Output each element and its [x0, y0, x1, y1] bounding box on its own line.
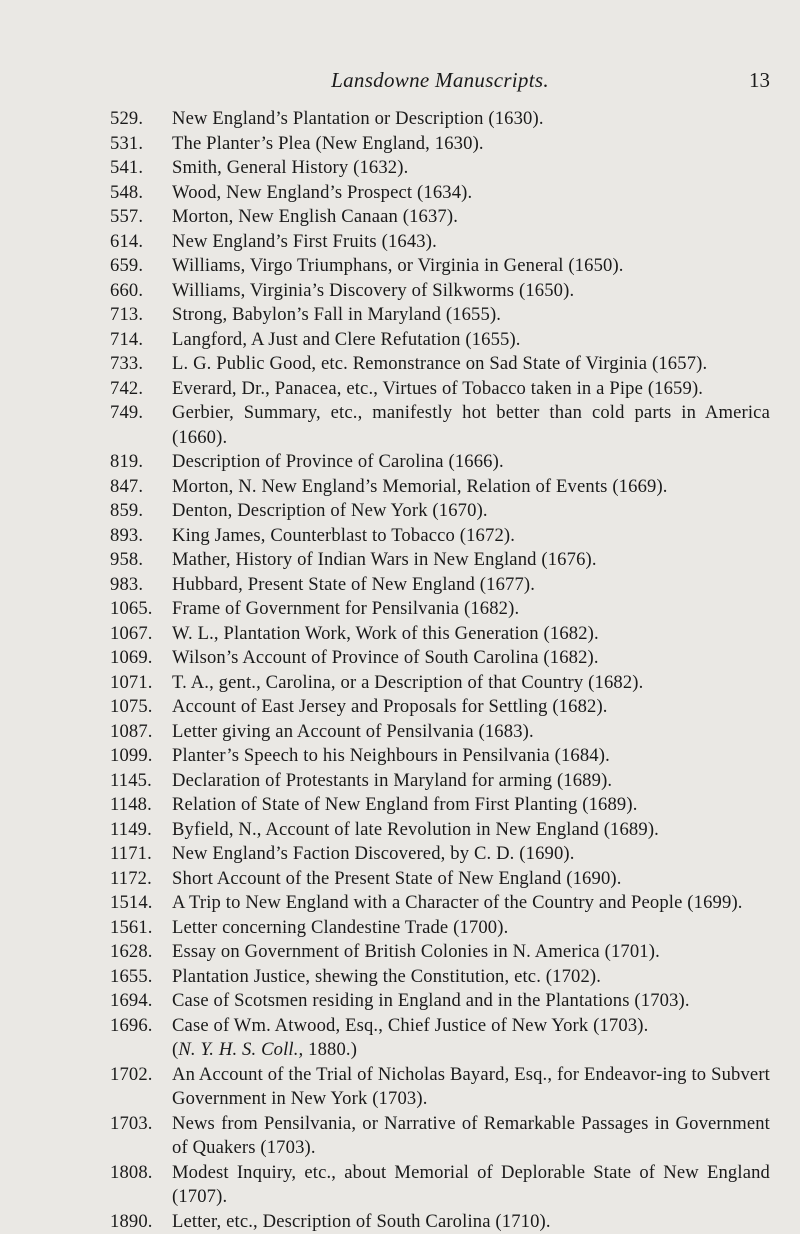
entry-title: Everard, Dr., Panacea, etc., Virtues of Tobacco taken in a Pipe (1659). — [172, 377, 770, 402]
list-item — [110, 867, 770, 892]
entry-number: 1075. — [110, 695, 153, 720]
list-item — [110, 573, 770, 598]
list-item — [110, 671, 770, 696]
entry-number: 847. — [110, 475, 143, 500]
list-item — [110, 352, 770, 377]
entry-number: 1703. — [110, 1112, 153, 1137]
entry-title: Wilson’s Account of Province of South Carolina (1682). — [172, 646, 770, 671]
entry-number: 1702. — [110, 1063, 153, 1088]
list-item — [110, 1063, 770, 1112]
list-item — [110, 793, 770, 818]
list-item — [110, 989, 770, 1014]
entry-title: Account of East Jersey and Proposals for Settling (1682). — [172, 695, 770, 720]
entry-number: 1696. — [110, 1014, 153, 1039]
entry-title: Hubbard, Present State of New England (1677). — [172, 573, 770, 598]
entry-number: 557. — [110, 205, 143, 230]
entry-title: Byfield, N., Account of late Revolution in New England (1689). — [172, 818, 770, 843]
entry-number: 742. — [110, 377, 143, 402]
manuscript-list — [110, 107, 770, 1234]
entry-number: 1067. — [110, 622, 153, 647]
entry-number: 749. — [110, 401, 143, 426]
running-header — [110, 68, 770, 98]
list-item — [110, 328, 770, 353]
entry-title: Williams, Virgo Triumphans, or Virginia in General (1650). — [172, 254, 770, 279]
list-item — [110, 377, 770, 402]
list-item — [110, 622, 770, 647]
list-item — [110, 132, 770, 157]
entry-title: Case of Scotsmen residing in England and in the Plantations (1703). — [172, 989, 770, 1014]
entry-title: Description of Province of Carolina (1666). — [172, 450, 770, 475]
list-item — [110, 548, 770, 573]
list-item — [110, 279, 770, 304]
list-item — [110, 107, 770, 132]
entry-title: Morton, New English Canaan (1637). — [172, 205, 770, 230]
entry-number: 531. — [110, 132, 143, 157]
page-number: 13 — [749, 68, 770, 93]
list-item — [110, 205, 770, 230]
entry-title: Planter’s Speech to his Neighbours in Pensilvania (1684). — [172, 744, 770, 769]
list-item — [110, 744, 770, 769]
entry-title: Plantation Justice, shewing the Constitution, etc. (1702). — [172, 965, 770, 990]
entry-number: 1149. — [110, 818, 152, 843]
entry-title: New England’s First Fruits (1643). — [172, 230, 770, 255]
entry-number: 1071. — [110, 671, 153, 696]
list-item — [110, 720, 770, 745]
entry-number: 660. — [110, 279, 143, 304]
entry-number: 1148. — [110, 793, 152, 818]
entry-title: Declaration of Protestants in Maryland for arming (1689). — [172, 769, 770, 794]
entry-number: 1145. — [110, 769, 152, 794]
list-item — [110, 475, 770, 500]
entry-citation: (N. Y. H. S. Coll., 1880.) — [172, 1038, 770, 1063]
list-item — [110, 769, 770, 794]
entry-title: New England’s Plantation or Description (1630). — [172, 107, 770, 132]
list-item — [110, 181, 770, 206]
entry-title: Frame of Government for Pensilvania (1682). — [172, 597, 770, 622]
entry-title: Strong, Babylon’s Fall in Maryland (1655). — [172, 303, 770, 328]
list-item — [110, 695, 770, 720]
entry-number: 1514. — [110, 891, 153, 916]
entry-number: 1171. — [110, 842, 152, 867]
entry-title: Modest Inquiry, etc., about Memorial of Deplorable State of New England (1707). — [172, 1161, 770, 1210]
list-item — [110, 401, 770, 450]
entry-title: Letter concerning Clandestine Trade (1700). — [172, 916, 770, 941]
list-item — [110, 597, 770, 622]
entry-number: 1890. — [110, 1210, 153, 1234]
list-item — [110, 303, 770, 328]
list-item — [110, 254, 770, 279]
entry-title: Morton, N. New England’s Memorial, Relation of Events (1669). — [172, 475, 770, 500]
entry-number: 1628. — [110, 940, 153, 965]
entry-number: 1087. — [110, 720, 153, 745]
entry-number: 1808. — [110, 1161, 153, 1186]
entry-title: Letter giving an Account of Pensilvania (1683). — [172, 720, 770, 745]
entry-number: 958. — [110, 548, 143, 573]
entry-title: Mather, History of Indian Wars in New England (1676). — [172, 548, 770, 573]
entry-number: 714. — [110, 328, 143, 353]
list-item — [110, 842, 770, 867]
list-item — [110, 1014, 770, 1063]
entry-title: Denton, Description of New York (1670). — [172, 499, 770, 524]
list-item — [110, 1161, 770, 1210]
list-item — [110, 916, 770, 941]
entry-number: 733. — [110, 352, 143, 377]
entry-number: 541. — [110, 156, 143, 181]
entry-number: 1069. — [110, 646, 153, 671]
list-item — [110, 1112, 770, 1161]
entry-title: Essay on Government of British Colonies in N. America (1701). — [172, 940, 770, 965]
entry-title: Letter, etc., Description of South Carolina (1710). — [172, 1210, 770, 1234]
entry-title: W. L., Plantation Work, Work of this Generation (1682). — [172, 622, 770, 647]
entry-title: Short Account of the Present State of New England (1690). — [172, 867, 770, 892]
entry-number: 893. — [110, 524, 143, 549]
entry-title: A Trip to New England with a Character of the Country and People (1699). — [172, 891, 770, 916]
entry-number: 713. — [110, 303, 143, 328]
entry-number: 859. — [110, 499, 143, 524]
list-item — [110, 499, 770, 524]
list-item — [110, 230, 770, 255]
entry-number: 659. — [110, 254, 143, 279]
list-item — [110, 818, 770, 843]
entry-title: T. A., gent., Carolina, or a Description of that Country (1682). — [172, 671, 770, 696]
entry-title: L. G. Public Good, etc. Remonstrance on Sad State of Virginia (1657). — [172, 352, 770, 377]
entry-number: 819. — [110, 450, 143, 475]
entry-title: Williams, Virginia’s Discovery of Silkworms (1650). — [172, 279, 770, 304]
list-item — [110, 156, 770, 181]
entry-title: Wood, New England’s Prospect (1634). — [172, 181, 770, 206]
entry-number: 1172. — [110, 867, 152, 892]
citation-journal: N. Y. H. S. Coll., — [178, 1039, 303, 1060]
list-item — [110, 891, 770, 916]
list-item — [110, 965, 770, 990]
list-item — [110, 1210, 770, 1234]
entry-number: 983. — [110, 573, 143, 598]
entry-title: New England’s Faction Discovered, by C. D. (1690). — [172, 842, 770, 867]
list-item — [110, 940, 770, 965]
entry-title: Gerbier, Summary, etc., manifestly hot better than cold parts in America (1660). — [172, 401, 770, 450]
entry-number: 614. — [110, 230, 143, 255]
running-title: Lansdowne Manuscripts. — [110, 68, 770, 93]
entry-number: 1099. — [110, 744, 153, 769]
entry-number: 1655. — [110, 965, 153, 990]
entry-title: The Planter’s Plea (New England, 1630). — [172, 132, 770, 157]
list-item — [110, 646, 770, 671]
list-item — [110, 524, 770, 549]
entry-title: King James, Counterblast to Tobacco (1672). — [172, 524, 770, 549]
list-item — [110, 450, 770, 475]
entry-number: 1065. — [110, 597, 153, 622]
entry-title: Smith, General History (1632). — [172, 156, 770, 181]
entry-title: An Account of the Trial of Nicholas Bayard, Esq., for Endeavor-ing to Subvert Government in New York (1703). — [172, 1063, 770, 1112]
entry-number: 1694. — [110, 989, 153, 1014]
citation-year: 1880.) — [303, 1039, 357, 1060]
entry-title: News from Pensilvania, or Narrative of Remarkable Passages in Government of Quakers (1703). — [172, 1112, 770, 1161]
entry-title: Langford, A Just and Clere Refutation (1655). — [172, 328, 770, 353]
entry-number: 1561. — [110, 916, 153, 941]
entry-title: Case of Wm. Atwood, Esq., Chief Justice of New York (1703). — [172, 1014, 770, 1039]
entry-number: 548. — [110, 181, 143, 206]
entry-number: 529. — [110, 107, 143, 132]
entry-title: Relation of State of New England from First Planting (1689). — [172, 793, 770, 818]
